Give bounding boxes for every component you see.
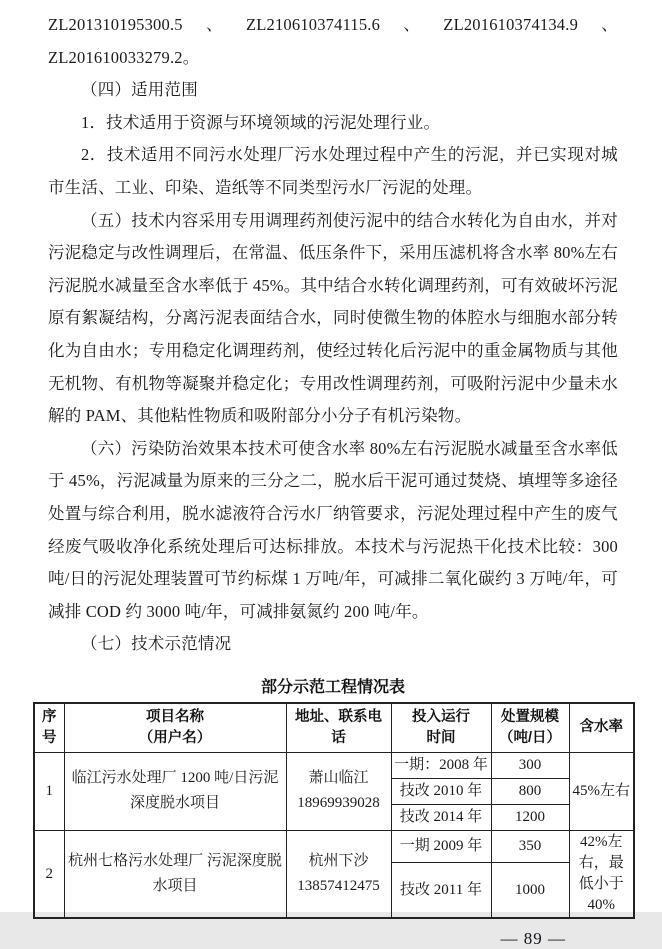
cell-row2-moisture: 42%左右，最低小于 40%: [569, 830, 634, 918]
cell-row1-moisture: 45%左右: [569, 752, 634, 830]
col-header-contact-line1: 地址、联系电: [295, 708, 382, 725]
cell-row2-project: [64, 830, 286, 918]
cell-row2-contact-line2: 13857412475: [297, 877, 380, 894]
cell-row1-phase3-scale: 1200: [491, 804, 569, 830]
cell-row1-phase3-time: 技改 2014 年: [391, 804, 491, 830]
section-5-paragraph: （五）技术内容采用专用调理药剂使污泥中的结合水转化为自由水，并对污泥稳定与改性调理后，在常温、低压条件下，采用压滤机将含水率 80%左右污泥脱水减量至含水率低于 45%。其中结合水转化调理药剂，可有效破坏污泥原有絮凝结构，分离污泥表面结合水，同时使微生物的体腔水与细胞水部分转化为自由水；专用稳定化调理药剂，使经过转化后污泥中的重金属物质与其他无机物、有机物等凝聚并稳定化；专用改性调理药剂，可吸附污泥中少量未水解的 PAM、其他粘性物质和吸附部分小分子有机污染物。: [48, 210, 618, 426]
col-header-time: [391, 703, 491, 753]
patent-numbers-line: ZL201310195300.5、ZL210610374115.6、ZL201610374134.9、ZL201610033279.2。: [48, 15, 618, 67]
table-title: 部分示范工程情况表: [260, 678, 405, 696]
cell-row2-phase2-time: 技改 2011 年: [391, 862, 491, 918]
table-row: [34, 830, 634, 862]
col-header-seq-line2: 号: [42, 729, 57, 746]
col-header-time-line2: 时间: [426, 729, 456, 746]
cell-row1-contact: [286, 752, 391, 830]
col-header-project-line1: 项目名称: [146, 708, 204, 725]
demo-projects-table: [33, 702, 635, 919]
table-row: [34, 752, 634, 778]
cell-row1-project: [64, 752, 286, 830]
list-item-1: 1．技术适用于资源与环境领域的污泥处理行业。: [81, 112, 441, 132]
section-6-paragraph: （六）污染防治效果本技术可使含水率 80%左右污泥脱水减量至含水率低于 45%，污泥减量为原来的三分之二，脱水后干泥可通过焚烧、填埋等多途径处置与综合利用，脱水滤液符合污水厂纳管要求，污泥处理过程中产生的废气经废气吸收净化系统处理后可达标排放。本技术与污泥热干化技术比较：300 吨/日的污泥处理装置可节约标煤 1 万吨/年，可减排二氧化碳约 3 万吨/年，可减排 COD 约 3000 吨/年，可减排氨氮约 200 吨/年。: [48, 438, 618, 621]
cell-row2-no: 2: [34, 830, 64, 918]
list-item-2: 2．技术适用不同污水处理厂污水处理过程中产生的污泥，并已实现对城市生活、工业、印染、造纸等不同类型污水厂污泥的处理。: [48, 145, 618, 197]
col-header-contact: [286, 703, 391, 753]
col-header-project-line2: （用户名）: [138, 729, 212, 746]
col-header-time-line1: 投入运行: [412, 708, 470, 725]
col-header-seq: [34, 703, 64, 753]
cell-row1-phase2-time: 技改 2010 年: [391, 778, 491, 804]
col-header-project: [64, 703, 286, 753]
col-header-contact-line2: 话: [331, 729, 346, 746]
cell-row1-project-line2: 1200 吨/日污泥深度脱水项目: [129, 770, 279, 812]
cell-row1-contact-line1: 萧山临江: [308, 770, 369, 787]
col-header-scale-line1: 处置规模: [501, 708, 559, 725]
cell-row2-phase1-time: 一期 2009 年: [391, 830, 491, 862]
col-header-moisture-line1: 含水率: [579, 719, 623, 736]
page-number: — 89 —: [500, 928, 566, 948]
cell-row2-project-line1: 杭州七格污水处理厂: [68, 852, 204, 869]
cell-row2-contact: [286, 830, 391, 918]
col-header-scale-line2: （吨/日）: [498, 729, 562, 746]
cell-row2-contact-line1: 杭州下沙: [308, 852, 369, 869]
cell-row1-phase2-scale: 800: [491, 778, 569, 804]
section-4-heading: （四）适用范围: [81, 80, 198, 100]
col-header-scale: [491, 703, 569, 753]
cell-row1-no: 1: [34, 752, 64, 830]
section-7-heading: （七）技术示范情况: [81, 634, 232, 654]
cell-row1-phase1-scale: 300: [491, 752, 569, 778]
cell-row1-project-line1: 临江污水处理厂: [71, 770, 177, 787]
cell-row2-phase2-scale: 1000: [491, 862, 569, 918]
cell-row1-contact-line2: 18969939028: [297, 795, 380, 812]
cell-row2-project-line2: 污泥深度脱水项目: [152, 852, 282, 894]
cell-row2-phase1-scale: 350: [491, 830, 569, 862]
col-header-seq-line1: 序: [42, 708, 57, 725]
cell-row1-phase1-time: 一期：2008 年: [391, 752, 491, 778]
table-header-row: [34, 703, 634, 753]
col-header-moisture: [569, 703, 634, 753]
